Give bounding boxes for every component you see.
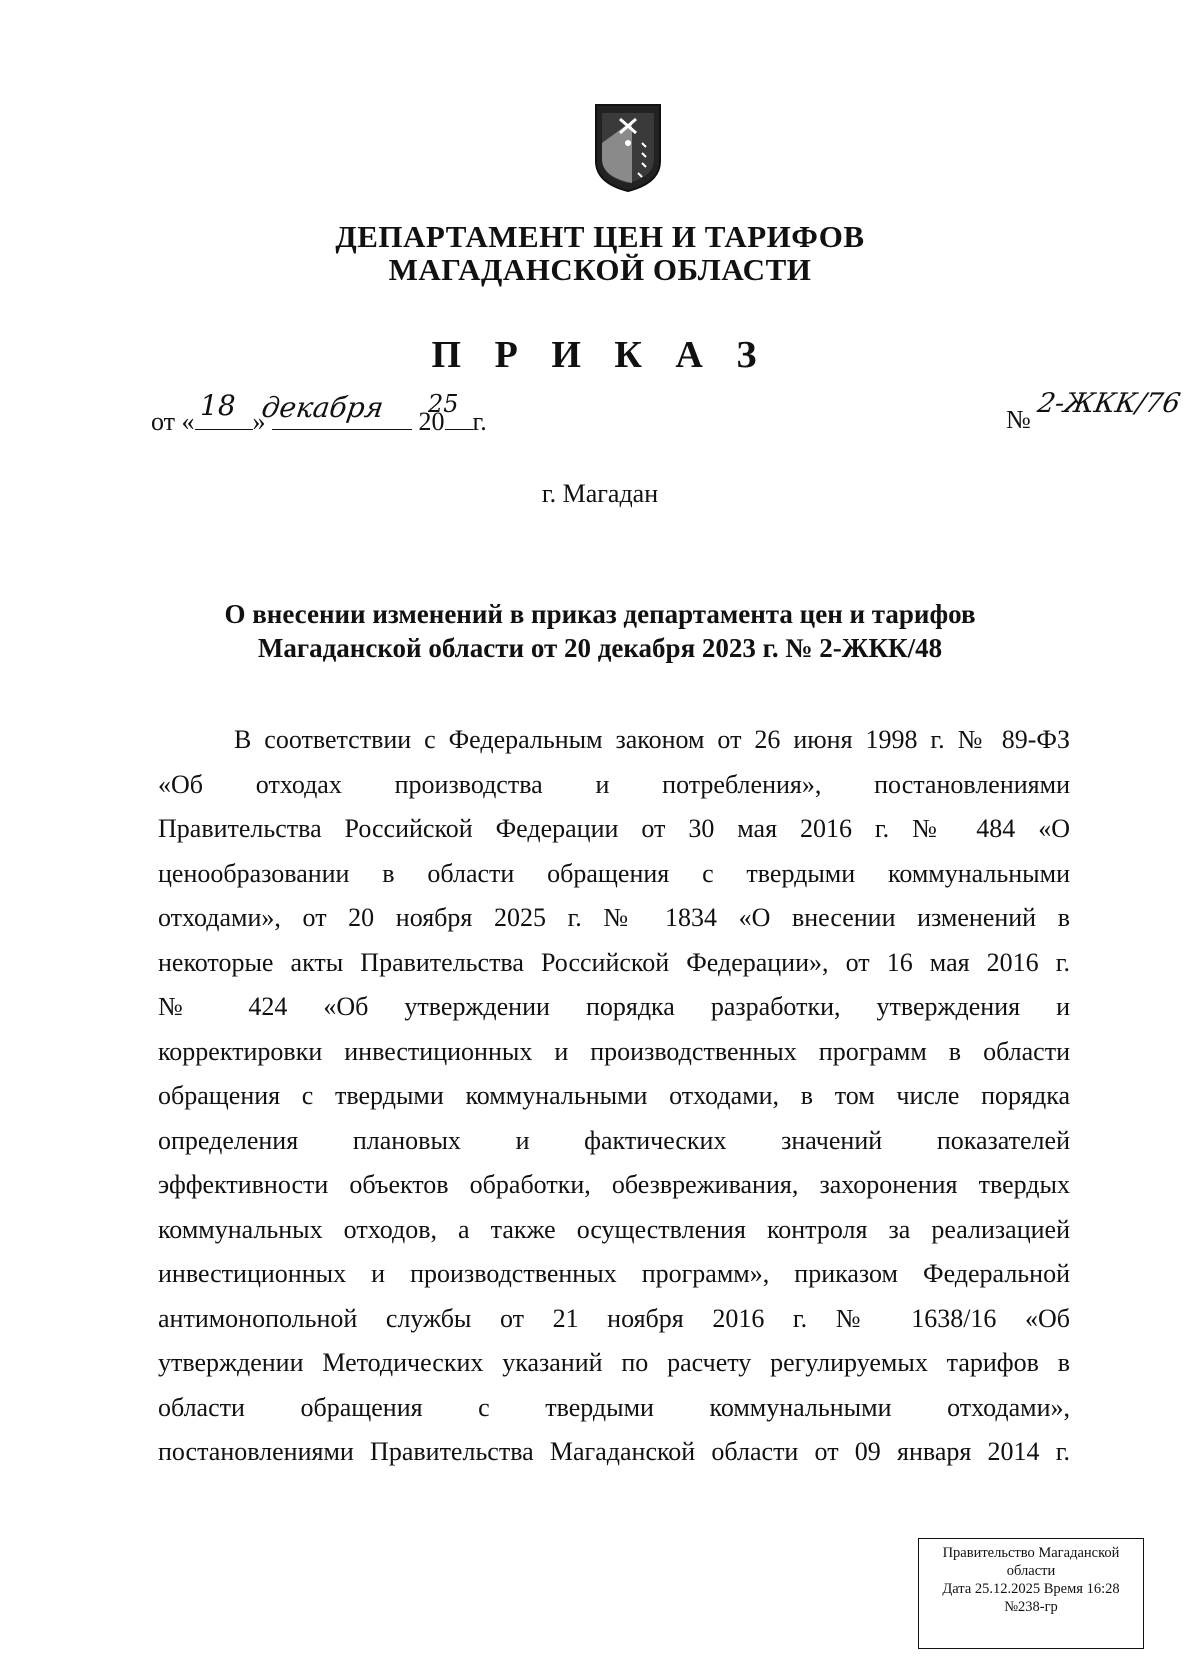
subject-line-2: Магаданской области от 20 декабря 2023 г. № 2-ЖКК/48 bbox=[257, 633, 943, 663]
department-name-line-2: МАГАДАНСКОЙ ОБЛАСТИ bbox=[388, 252, 812, 287]
date-prefix: от « bbox=[151, 407, 195, 436]
date-mid: » bbox=[252, 407, 266, 436]
city: г. Магадан bbox=[541, 479, 659, 508]
body-line: В соответствии с Федеральным законом от 26 июня 1998 г. № 89-ФЗ bbox=[234, 725, 1070, 754]
document-type-title: П Р И К А З bbox=[431, 334, 769, 376]
body-line: постановлениями Правительства Магаданской области от 09 января 2014 г. bbox=[158, 1437, 1070, 1466]
body-line: № 424 «Об утверждении порядка разработки, утверждения и bbox=[158, 992, 1070, 1021]
number-prefix: № bbox=[1006, 405, 1031, 434]
handwritten-order-number: 2-ЖКК/76 bbox=[1035, 388, 1183, 419]
body-line: инвестиционных и производственных программ», приказом Федеральной bbox=[158, 1259, 1070, 1288]
handwritten-year: 25 bbox=[428, 390, 459, 418]
handwritten-day: 18 bbox=[200, 389, 236, 422]
body-line: «Об отходах производства и потребления», постановлениями bbox=[158, 770, 1070, 799]
subject-line-1: О внесении изменений в приказ департамента цен и тарифов bbox=[224, 599, 976, 629]
body-line: определения плановых и фактических значений показателей bbox=[158, 1126, 1070, 1155]
body-line: области обращения с твердыми коммунальными отходами», bbox=[158, 1393, 1070, 1422]
body-line: ценообразовании в области обращения с твердыми коммунальными bbox=[158, 859, 1070, 888]
department-name-line-1: ДЕПАРТАМЕНТ ЦЕН И ТАРИФОВ bbox=[335, 219, 865, 254]
stamp-line-3: Дата 25.12.2025 Время 16:28 bbox=[942, 1581, 1120, 1597]
order-number bbox=[1006, 405, 1031, 435]
body-line: отходами», от 20 ноября 2025 г. № 1834 «О внесении изменений в bbox=[158, 903, 1070, 932]
stamp-line-4: №238-гр bbox=[1004, 1599, 1058, 1615]
stamp-line-1: Правительство Магаданской bbox=[942, 1545, 1120, 1561]
body-line: коммунальных отходов, а также осуществления контроля за реализацией bbox=[158, 1215, 1070, 1244]
body-line: антимонопольной службы от 21 ноября 2016 г. № 1638/16 «Об bbox=[158, 1304, 1070, 1333]
stamp-line-2: области bbox=[1006, 1563, 1056, 1579]
coat-of-arms-icon bbox=[592, 103, 664, 193]
body-line: корректировки инвестиционных и производственных программ в области bbox=[158, 1037, 1070, 1066]
date-year-prefix: 20 bbox=[418, 407, 445, 436]
handwritten-month: декабря bbox=[259, 391, 386, 424]
body-line: эффективности объектов обработки, обезвреживания, захоронения твердых bbox=[158, 1170, 1070, 1199]
registration-stamp bbox=[918, 1538, 1144, 1649]
body-line: Правительства Российской Федерации от 30 мая 2016 г. № 484 «О bbox=[158, 814, 1070, 843]
body-line: обращения с твердыми коммунальными отходами, в том числе порядка bbox=[158, 1081, 1070, 1110]
date-suffix: г. bbox=[472, 407, 487, 436]
body-line: утверждении Методических указаний по расчету регулируемых тарифов в bbox=[158, 1348, 1070, 1377]
body-line: некоторые акты Правительства Российской Федерации», от 16 мая 2016 г. bbox=[158, 948, 1070, 977]
